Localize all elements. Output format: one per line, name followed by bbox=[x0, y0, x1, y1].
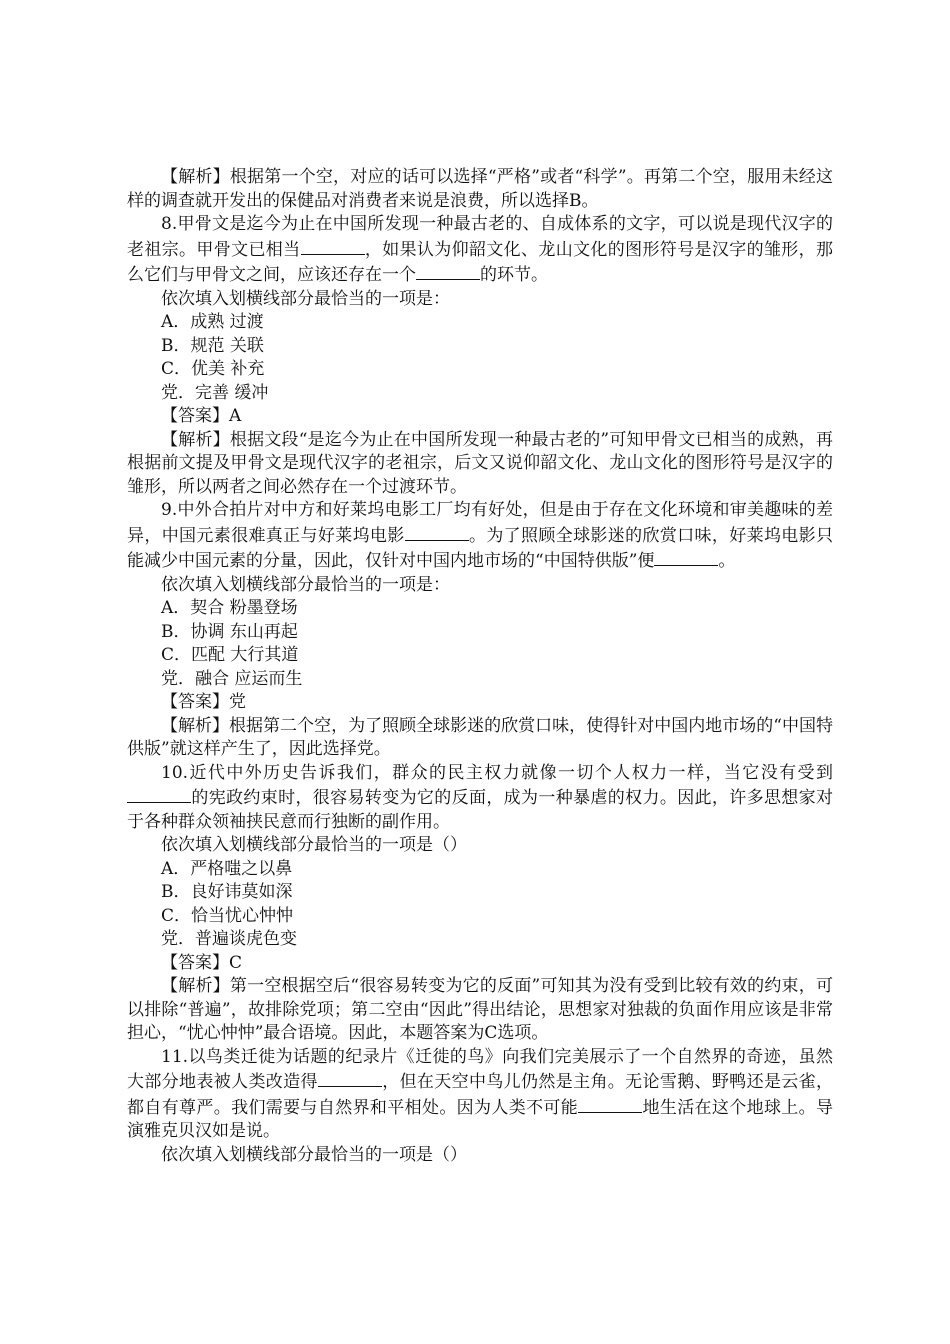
q10-stem-part-1: 10.近代中外历史告诉我们，群众的民主权力就像一切个人权力一样，当它没有受到 bbox=[161, 762, 833, 783]
q9-option-b: B．协调 东山再起 bbox=[161, 621, 298, 642]
q9-stem-part-1: 9.中外合拍片对中方和好莱坞电影工厂均有好处，但是由于存在文化环境和审美趣味的差异，中国元素很难真正与好莱坞电影 bbox=[127, 500, 833, 546]
q9-analysis: 【解析】根据第二个空，为了照顾全球影迷的欣赏口味，使得针对中国内地市场的“中国特供版”就这样产生了，因此选择党。 bbox=[127, 715, 833, 759]
q10-option-d: 党．普遍谈虎色变 bbox=[161, 929, 297, 949]
q10-blank-1 bbox=[127, 785, 191, 803]
q9-answer: 【答案】党 bbox=[161, 692, 246, 712]
q8-blank-2 bbox=[416, 262, 480, 280]
q7-analysis: 【解析】根据第一个空，对应的话可以选择“严格”或者“科学”。再第二个空，服用未经这样的调查就开发出的保健品对消费者来说是浪费，所以选择B。 bbox=[127, 167, 833, 211]
q11-stem-part-1: 11.以鸟类迁徙为话题的纪录片《迁徙的鸟》向我们完美展示了一个自然界的奇迹，虽然大部分地表被人类改造得 bbox=[127, 1046, 833, 1092]
q10-answer: 【答案】C bbox=[161, 952, 243, 973]
q10-option-c: C．恰当忧心忡忡 bbox=[161, 905, 294, 926]
q11-blank-1 bbox=[318, 1069, 382, 1087]
q8-option-a: A．成熟 过渡 bbox=[161, 312, 264, 332]
q9-option-a: A．契合 粉墨登场 bbox=[161, 598, 298, 618]
q11-stem-part-3: 地生活在这个地球上。导演雅克贝汉如是说。 bbox=[127, 1097, 834, 1141]
q11-stem-part-2: ，但在天空中鸟儿仍然是主角。无论雪鹅、野鸭还是云雀，都自有尊严。我们需要与自然界和平相处。因为人类不可能 bbox=[127, 1072, 834, 1118]
q10-option-a: A．严格嗤之以鼻 bbox=[161, 858, 293, 879]
q8-option-b: B．规范 关联 bbox=[161, 335, 264, 356]
q8-prompt: 依次填入划横线部分最恰当的一项是： bbox=[161, 288, 450, 309]
q9-option-d: 党．融合 应运而生 bbox=[161, 668, 303, 689]
q9-stem-part-2: 。为了照顾全球影迷的欣赏口味，好莱坞电影只能减少中国元素的分量，因此，仅针对中国内地市场的“中国特供版”便 bbox=[127, 525, 834, 571]
q8-blank-1 bbox=[301, 237, 365, 255]
q10-stem-part-2: 的宪政约束时，很容易转变为它的反面，成为一种暴虐的权力。因此，许多思想家对于各种群众领袖挟民意而行独断的副作用。 bbox=[127, 788, 833, 832]
q8-analysis: 【解析】根据文段“是迄今为止在中国所发现一种最古老的”可知甲骨文已相当的成熟，再根据前文提及甲骨文是现代汉字的老祖宗，后文又说仰韶文化、龙山文化的图形符号是汉字的雏形，所以两者之间必然存在一个过渡环节。 bbox=[127, 429, 833, 497]
q10-prompt: 依次填入划横线部分最恰当的一项是（） bbox=[161, 835, 467, 855]
q8-stem-part-1: 8.甲骨文是迄今为止在中国所发现一种最古老的、自成体系的文字，可以说是现代汉字的老祖宗。甲骨文已相当 bbox=[127, 214, 833, 260]
document-body bbox=[127, 166, 833, 1167]
q9-option-c: C．匹配 大行其道 bbox=[161, 645, 299, 665]
q9-blank-2 bbox=[654, 548, 718, 566]
q10-option-b: B．良好讳莫如深 bbox=[161, 882, 293, 902]
q10-stem bbox=[127, 762, 833, 835]
q11-stem bbox=[127, 1046, 833, 1144]
q9-prompt: 依次填入划横线部分最恰当的一项是： bbox=[161, 574, 450, 595]
q10-analysis: 【解析】第一空根据空后“很容易转变为它的反面”可知其为没有受到比较有效的约束，可以排除“普遍”，故排除党项；第二空由“因此”得出结论，思想家对独裁的负面作用应该是非常担心，“忧心忡忡”最合语境。因此，本题答案为C选项。 bbox=[127, 976, 833, 1043]
q8-stem-part-2: ，如果认为仰韶文化、龙山文化的图形符号是汉字的雏形，那么它们与甲骨文之间，应该还存在一个 bbox=[127, 239, 834, 285]
q8-answer: 【答案】A bbox=[161, 406, 242, 426]
q9-blank-1 bbox=[405, 523, 469, 541]
q11-blank-2 bbox=[578, 1095, 642, 1113]
q9-stem bbox=[127, 499, 833, 574]
q8-stem-part-3: 的环节。 bbox=[480, 265, 548, 285]
q9-stem-part-3: 。 bbox=[718, 551, 736, 571]
q8-option-c: C．优美 补充 bbox=[161, 359, 265, 379]
q8-option-d: 党．完善 缓冲 bbox=[161, 382, 269, 403]
q11-prompt: 依次填入划横线部分最恰当的一项是（） bbox=[161, 1144, 467, 1165]
q8-stem bbox=[127, 213, 833, 288]
